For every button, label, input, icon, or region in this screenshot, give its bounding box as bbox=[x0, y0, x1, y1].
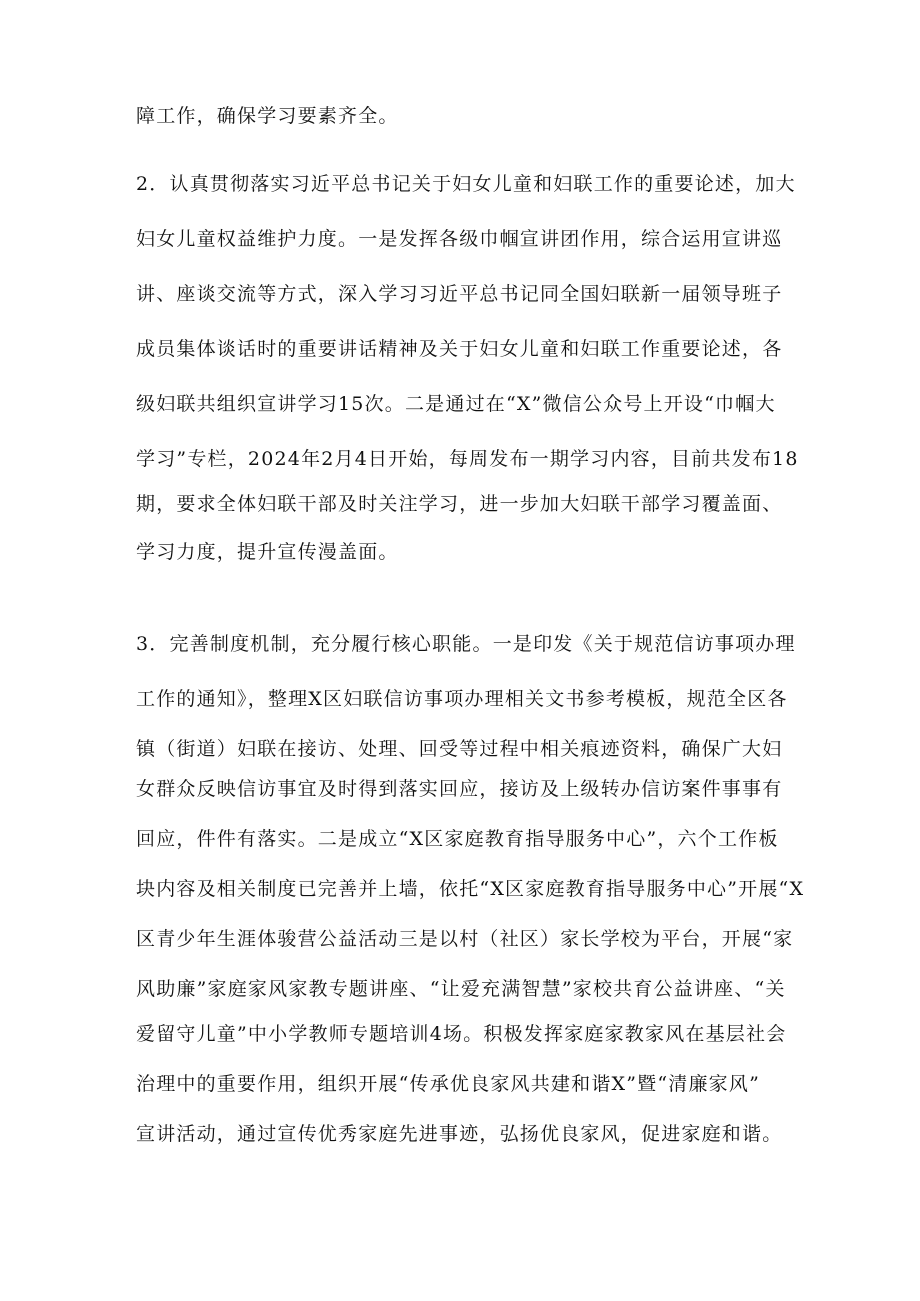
paragraph-2-line-4: 成员集体谈话时的重要讲话精神及关于妇女儿童和妇联工作重要论述，各 bbox=[136, 338, 783, 360]
paragraph-3-line-8: 风助廉”家庭家风家教专题讲座、“让爱充满智慧”家校共育公益讲座、“关 bbox=[136, 978, 786, 1000]
paragraph-3-line-1: 3．完善制度机制，充分履行核心职能。一是印发《关于规范信访事项办理 bbox=[136, 633, 796, 655]
paragraph-1-line-1: 障工作，确保学习要素齐全。 bbox=[136, 105, 399, 127]
paragraph-2-line-1: 2．认真贯彻落实习近平总书记关于妇女儿童和妇联工作的重要论述，加大 bbox=[136, 173, 796, 195]
paragraph-3-line-10: 治理中的重要作用，组织开展“传承优良家风共建和谐X”暨“清廉家风” bbox=[136, 1073, 760, 1095]
paragraph-3-line-6: 块内容及相关制度已完善并上墙，依托“X区家庭教育指导服务中心”开展“X bbox=[136, 878, 805, 900]
paragraph-3-line-2: 工作的通知》，整理X区妇联信访事项办理相关文书参考模板，规范全区各 bbox=[136, 688, 788, 710]
paragraph-2-line-2: 妇女儿童权益维护力度。一是发挥各级巾帼宣讲团作用，综合运用宣讲巡 bbox=[136, 228, 783, 250]
paragraph-2-line-3: 讲、座谈交流等方式，深入学习习近平总书记同全国妇联新一届领导班子 bbox=[136, 283, 783, 305]
paragraph-3-line-7: 区青少年生涯体骏营公益活动三是以村（社区）家长学校为平台，开展“家 bbox=[136, 928, 794, 950]
paragraph-3-line-3: 镇（街道）妇联在接访、处理、回受等过程中相关痕迹资料，确保广大妇 bbox=[136, 738, 783, 760]
paragraph-3-line-5: 回应，件件有落实。二是成立“X区家庭教育指导服务中心”，六个工作板 bbox=[136, 828, 779, 850]
paragraph-3-line-4: 女群众反映信访事宜及时得到落实回应，接访及上级转办信访案件事事有 bbox=[136, 778, 783, 800]
paragraph-2-line-5: 级妇联共组织宣讲学习15次。二是通过在“X”微信公众号上开设“巾帼大 bbox=[136, 393, 776, 415]
paragraph-3-line-9: 爱留守儿童”中小学教师专题培训4场。积极发挥家庭家教家风在基层社会 bbox=[136, 1023, 787, 1045]
paragraph-2-line-7: 期，要求全体妇联干部及时关注学习，进一步加大妇联干部学习覆盖面、 bbox=[136, 493, 783, 515]
paragraph-3-line-11: 宣讲活动，通过宣传优秀家庭先进事迹，弘扬优良家风，促进家庭和谐。 bbox=[136, 1123, 783, 1145]
paragraph-2-line-8: 学习力度，提升宣传漫盖面。 bbox=[136, 541, 399, 563]
paragraph-2-line-6: 学习”专栏，2024年2月4日开始，每周发布一期学习内容，目前共发布18 bbox=[136, 448, 799, 470]
